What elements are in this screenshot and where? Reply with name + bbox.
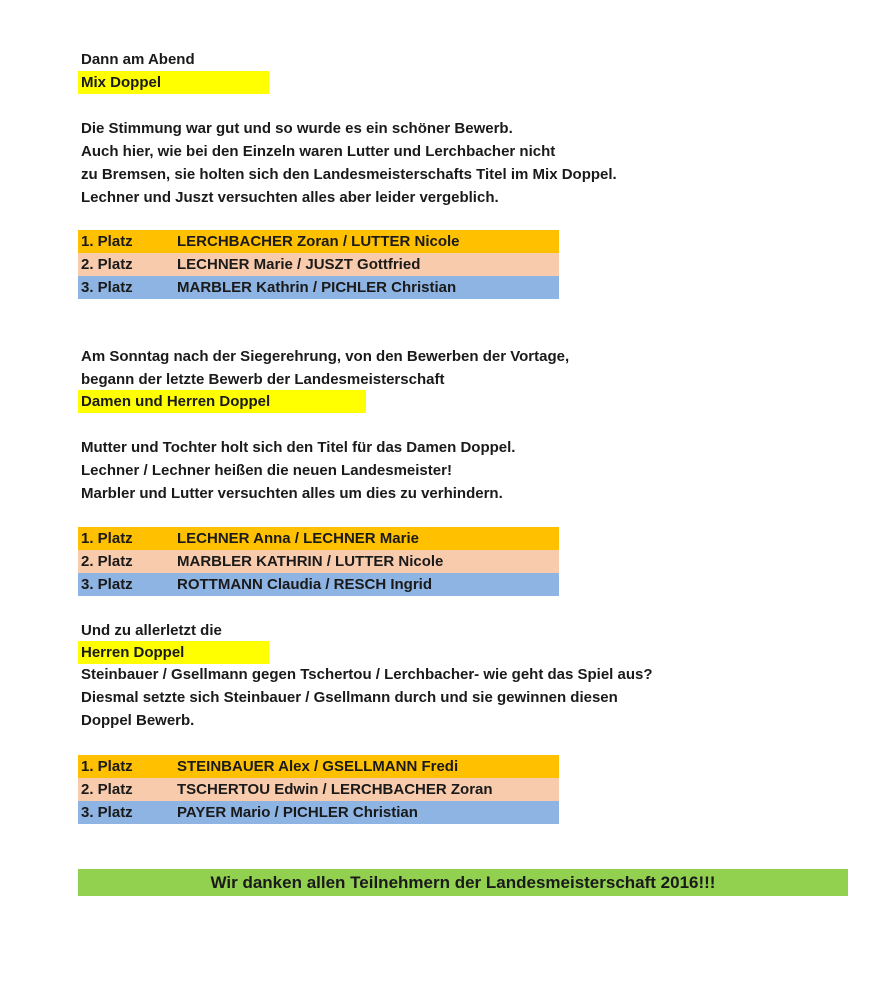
doubles-paragraph-line: Mutter und Tochter holt sich den Titel für das Damen Doppel. [81, 439, 516, 456]
place-label: 2. Platz [81, 256, 133, 273]
result-row-second [78, 550, 559, 573]
result-row-second [78, 778, 559, 801]
result-row-second [78, 253, 559, 276]
player-names: MARBLER KATHRIN / LUTTER Nicole [177, 553, 444, 570]
doubles-paragraph-line: Marbler und Lutter versuchten alles um dies zu verhindern. [81, 485, 503, 502]
doubles-heading: Damen und Herren Doppel [78, 390, 366, 413]
result-row-third [78, 801, 559, 824]
place-label: 3. Platz [81, 576, 133, 593]
place-label: 3. Platz [81, 279, 133, 296]
herren-paragraph-line: Doppel Bewerb. [81, 712, 195, 729]
herren-paragraph-line: Diesmal setzte sich Steinbauer / Gsellmann durch und sie gewinnen diesen [81, 689, 618, 706]
mix-paragraph-line: zu Bremsen, sie holten sich den Landesmeisterschafts Titel im Mix Doppel. [81, 166, 617, 183]
place-label: 1. Platz [81, 233, 133, 250]
player-names: LECHNER Anna / LECHNER Marie [177, 530, 419, 547]
place-label: 1. Platz [81, 530, 133, 547]
player-names: LECHNER Marie / JUSZT Gottfried [177, 256, 421, 273]
doubles-intro-line: Am Sonntag nach der Siegerehrung, von den Bewerben der Vortage, [81, 348, 570, 365]
result-row-first [78, 230, 559, 253]
doubles-paragraph-line: Lechner / Lechner heißen die neuen Landesmeister! [81, 462, 452, 479]
herren-intro: Und zu allerletzt die [81, 622, 222, 639]
mix-paragraph-line: Auch hier, wie bei den Einzeln waren Lutter und Lerchbacher nicht [81, 143, 556, 160]
doubles-intro-line: begann der letzte Bewerb der Landesmeisterschaft [81, 371, 445, 388]
result-row-first [78, 527, 559, 550]
place-label: 2. Platz [81, 781, 133, 798]
herren-heading: Herren Doppel [78, 641, 269, 664]
player-names: ROTTMANN Claudia / RESCH Ingrid [177, 576, 432, 593]
place-label: 3. Platz [81, 804, 133, 821]
result-row-third [78, 573, 559, 596]
thank-you-banner: Wir danken allen Teilnehmern der Landesmeisterschaft 2016!!! [78, 869, 848, 896]
player-names: MARBLER Kathrin / PICHLER Christian [177, 279, 457, 296]
result-row-first [78, 755, 559, 778]
player-names: PAYER Mario / PICHLER Christian [177, 804, 418, 821]
mix-paragraph-line: Lechner und Juszt versuchten alles aber leider vergeblich. [81, 189, 499, 206]
place-label: 1. Platz [81, 758, 133, 775]
mix-intro: Dann am Abend [81, 51, 195, 68]
mix-paragraph-line: Die Stimmung war gut und so wurde es ein schöner Bewerb. [81, 120, 513, 137]
player-names: TSCHERTOU Edwin / LERCHBACHER Zoran [177, 781, 493, 798]
player-names: STEINBAUER Alex / GSELLMANN Fredi [177, 758, 459, 775]
player-names: LERCHBACHER Zoran / LUTTER Nicole [177, 233, 460, 250]
herren-paragraph-line: Steinbauer / Gsellmann gegen Tschertou / Lerchbacher- wie geht das Spiel aus? [81, 666, 653, 683]
result-row-third [78, 276, 559, 299]
place-label: 2. Platz [81, 553, 133, 570]
mix-heading: Mix Doppel [78, 71, 269, 94]
